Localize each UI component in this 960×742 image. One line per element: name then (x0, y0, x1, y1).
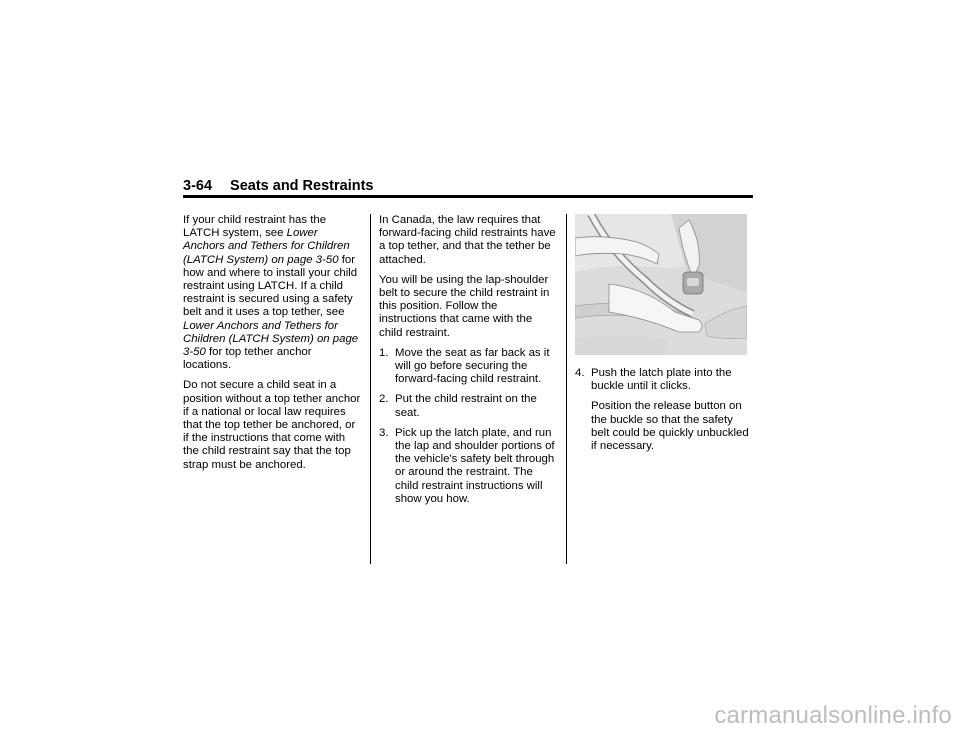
top-tether-warning-paragraph: Do not secure a child seat in a position without a top tether anchor if a national or local law requires that the top tether be anchored, or if the instructions that come with the child restraint say that the top strap must be anchored. (183, 379, 361, 471)
step-1: 1. Move the seat as far back as it will go before securing the forward-facing child restraint. (379, 346, 550, 386)
step-4-note: Position the release button on the buckle so that the safety belt could be quickly unbuckled if necessary. (591, 400, 749, 453)
latch-paragraph: If your child restraint has the LATCH system, see Lower Anchors and Tethers for Children (LATCH System) on page 3-50 for how and where to install your child restraint using LATCH. If a child restraint is secured using a safety belt and it uses a top tether, see Lower Anchors and Tethers for Children (LATCH System) on page 3-50 for top tether anchor locations. (183, 214, 359, 372)
lap-shoulder-paragraph: You will be using the lap-shoulder belt to secure the child restraint in this position. Follow the instructions that came with the child restraint. (379, 273, 550, 339)
cross-reference-link[interactable]: Lower Anchors and Tethers for Children (LATCH System) on page 3-50 (183, 227, 350, 266)
step-2: 2. Put the child restraint on the seat. (379, 393, 537, 419)
canada-law-paragraph: In Canada, the law requires that forward-facing child restraints have a top tether, and that the tether be attached. (379, 214, 556, 266)
column-1 (183, 214, 361, 479)
page-header (183, 178, 753, 198)
step-3: 3. Pick up the latch plate, and run the lap and shoulder portions of the vehicle's safety belt through or around the restraint. The child restraint instructions will show you how. (379, 426, 555, 505)
column-divider (566, 214, 567, 564)
section-title: Seats and Restraints (230, 178, 374, 194)
cross-reference-link[interactable]: Lower Anchors and Tethers for Children (LATCH System) on page 3-50 (183, 319, 359, 359)
step-4: 4. Push the latch plate into the buckle until it clicks. Position the release button on the buckle so that the safety belt could be quickly unbuckled if necessary. (575, 367, 753, 453)
page-number: 3-64 (183, 178, 213, 194)
column-divider (370, 214, 371, 564)
latch-buckle-illustration (575, 214, 747, 355)
column-3 (575, 214, 753, 460)
column-2 (379, 214, 557, 513)
watermark-text: carmanualsonline.info (714, 702, 952, 729)
